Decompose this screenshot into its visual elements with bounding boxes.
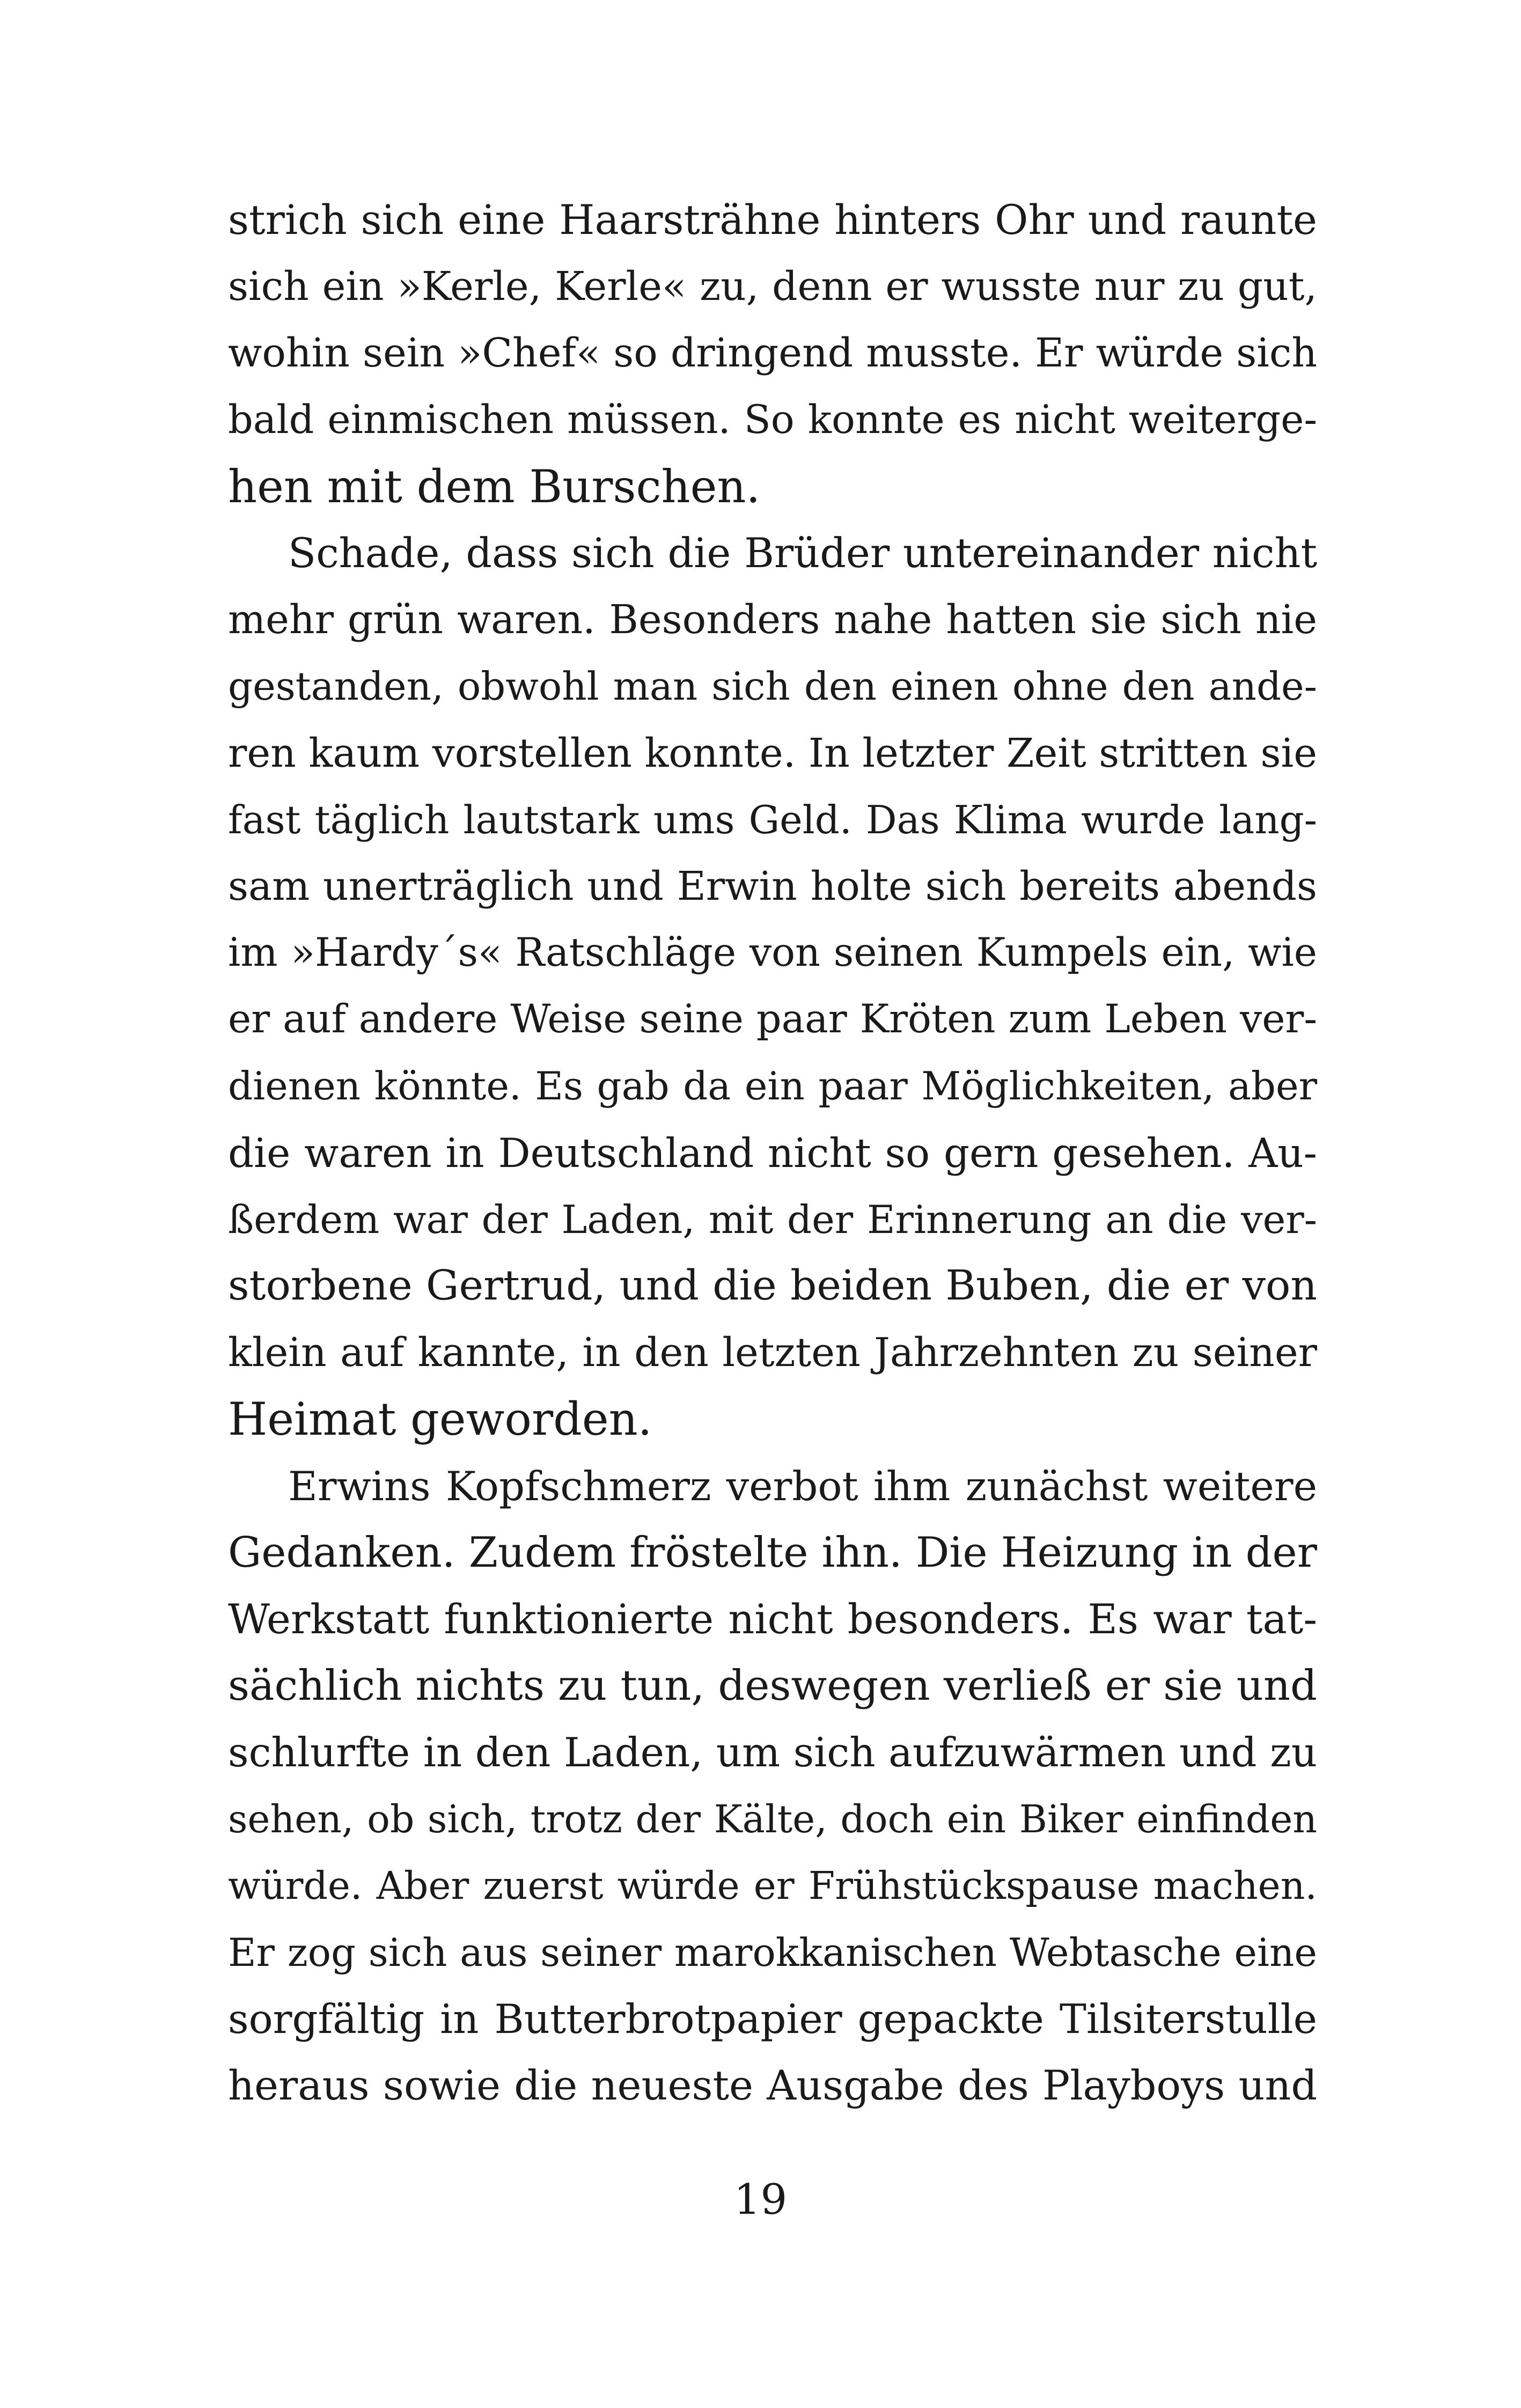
text-line: wohin sein »Chef« so dringend musste. Er würde sich [228,330,1317,377]
text-line: sich ein »Kerle, Kerle« zu, denn er wusste nur zu gut, [228,263,1317,310]
text-line: hen mit dem Burschen. [228,460,761,513]
text-line: Erwins Kopfschmerz verbot ihm zunächst weitere [288,1462,1317,1510]
text-line: fast täglich lautstark ums Geld. Das Klima wurde lang- [228,797,1317,842]
text-line: ren kaum vorstellen konnte. In letzter Zeit stritten sie [228,730,1317,776]
text-line: sam unerträglich und Erwin holte sich bereits abends [228,863,1317,909]
text-line: sehen, ob sich, trotz der Kälte, doch ein Biker einfinden [228,1796,1317,1841]
text-line: sorgfältig in Butterbrotpapier gepackte Tilsiterstulle [228,1995,1317,2043]
text-line: schlurfte in den Laden, um sich aufzuwärmen und zu [228,1729,1317,1776]
text-line: würde. Aber zuerst würde er Frühstückspause machen. [228,1863,1317,1908]
text-line: Er zog sich aus seiner marokkanischen Webtasche eine [228,1929,1317,1975]
text-line: mehr grün waren. Besonders nahe hatten sie sich nie [228,597,1317,643]
text-line: klein auf kannte, in den letzten Jahrzehnten zu seiner [228,1330,1317,1376]
text-line: dienen könnte. Es gab da ein paar Möglichkeiten, aber [228,1063,1317,1109]
text-line: Gedanken. Zudem fröstelte ihn. Die Heizung in der [228,1528,1317,1577]
text-line: Heimat geworden. [228,1393,652,1446]
text-line: sächlich nichts zu tun, deswegen verließ er sie und [228,1662,1317,1710]
text-line: die waren in Deutschland nicht so gern gesehen. Au- [228,1129,1317,1177]
text-line: strich sich eine Haarsträhne hinters Ohr und raunte [228,196,1317,244]
text-line: Schade, dass sich die Brüder untereinander nicht [288,528,1317,577]
text-line: bald einmischen müssen. So konnte es nicht weiterge- [228,397,1317,443]
text-line: Werkstatt funktionierte nicht besonders. Es war tat- [228,1595,1317,1643]
text-line: gestanden, obwohl man sich den einen ohne den ande- [228,664,1317,709]
text-line: storbene Gertrud, und die beiden Buben, die er von [228,1262,1317,1310]
text-line: im »Hardy´s« Ratschläge von seinen Kumpels ein, wie [228,930,1317,976]
text-line: ßerdem war der Laden, mit der Erinnerung an die ver- [228,1196,1317,1242]
page-number: 19 [733,2176,788,2224]
text-line: er auf andere Weise seine paar Kröten zum Leben ver- [228,996,1317,1043]
body-text [228,187,1317,2119]
text-line: heraus sowie die neueste Ausgabe des Playboys und [228,2061,1317,2110]
